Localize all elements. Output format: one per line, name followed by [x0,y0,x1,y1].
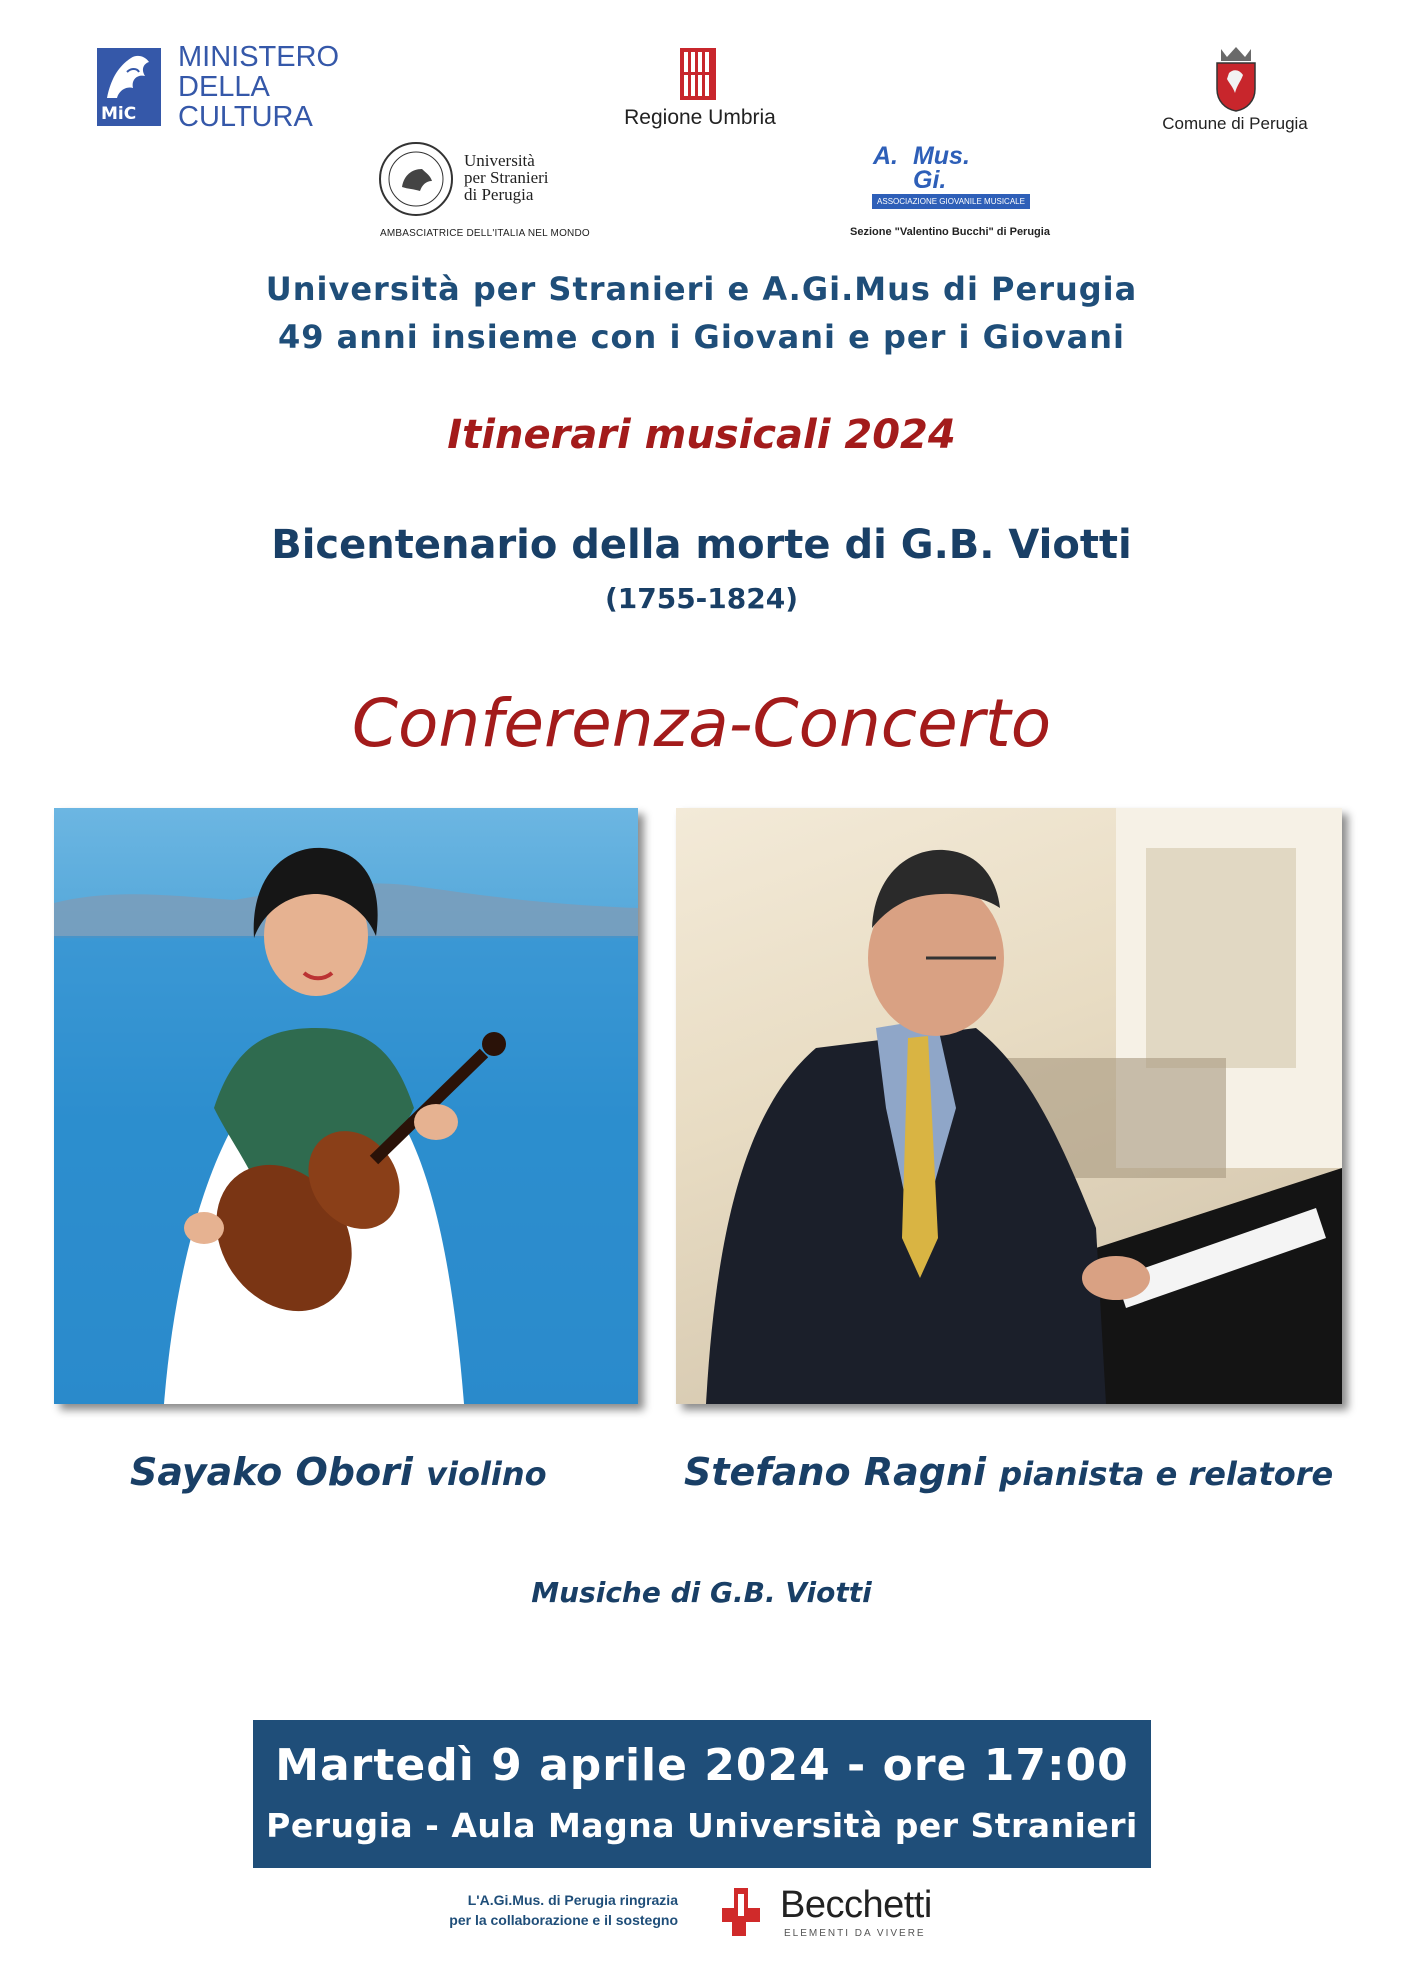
university-seal-icon [378,141,454,217]
performer-name: Stefano Ragni [684,1450,987,1494]
university-line-2: per Stranieri [464,168,549,187]
violinist-photo [54,808,638,1404]
performer-role: violino [426,1455,547,1493]
performer-role: pianista e relatore [999,1455,1334,1493]
becchetti-mark-icon [716,1882,776,1942]
event-format: Conferenza-Concerto [351,685,1052,762]
event-title: Bicentenario della morte di G.B. Viotti [271,522,1132,568]
agimus-logo [873,144,970,192]
university-line-3: di Perugia [464,185,534,204]
pianist-photo [676,808,1342,1404]
agimus-logo-mus: Mus. [912,142,970,170]
university-name [464,152,549,203]
umbria-emblem-icon [680,48,716,100]
event-venue: Perugia - Aula Magna Università per Stranieri [266,1806,1138,1845]
series-title: Itinerari musicali 2024 [447,412,956,458]
mic-badge: MiC [101,104,137,124]
thanks-line-2: per la collaborazione e il sostegno [449,1912,678,1928]
sponsor-name: Becchetti [780,1884,932,1926]
event-datetime: Martedì 9 aprile 2024 - ore 17:00 [275,1740,1129,1791]
ministero-line-2: DELLA [178,71,270,103]
sponsor-tagline: ELEMENTI DA VIVERE [784,1928,926,1939]
mic-logo [97,48,161,126]
performer-name: Sayako Obori [130,1450,413,1494]
university-line-1: Università [464,151,535,170]
agimus-strip: ASSOCIAZIONE GIOVANILE MUSICALE [872,194,1030,209]
ministero-name [178,42,339,132]
performer-caption-2 [684,1450,1333,1494]
pianist-illustration [676,808,1342,1404]
event-years: (1755-1824) [604,582,799,615]
sponsor-thanks [448,1890,678,1930]
ministero-line-1: MINISTERO [178,41,340,73]
agimus-logo-a: A. [873,142,898,170]
intro-line-2: 49 anni insieme con i Giovani e per i Giovani [277,318,1126,356]
university-tagline: AMBASCIATRICE DELL'ITALIA NEL MONDO [380,228,590,239]
intro-line-1: Università per Stranieri e A.Gi.Mus di Perugia [265,270,1138,308]
ministero-line-3: CULTURA [178,101,313,133]
date-venue-banner [253,1720,1151,1868]
regione-name: Regione Umbria [624,106,776,129]
violinist-illustration [54,808,638,1404]
comune-name: Comune di Perugia [1162,114,1308,133]
agimus-logo-gi: Gi. [913,166,947,194]
agimus-section: Sezione "Valentino Bucchi" di Perugia [850,226,1050,238]
perugia-coat-of-arms-icon [1213,45,1259,113]
thanks-line-1: L'A.Gi.Mus. di Perugia ringrazia [467,1892,678,1908]
winged-figure-icon [97,48,161,108]
program-note: Musiche di G.B. Viotti [531,1576,872,1609]
performer-caption-1 [130,1450,547,1494]
